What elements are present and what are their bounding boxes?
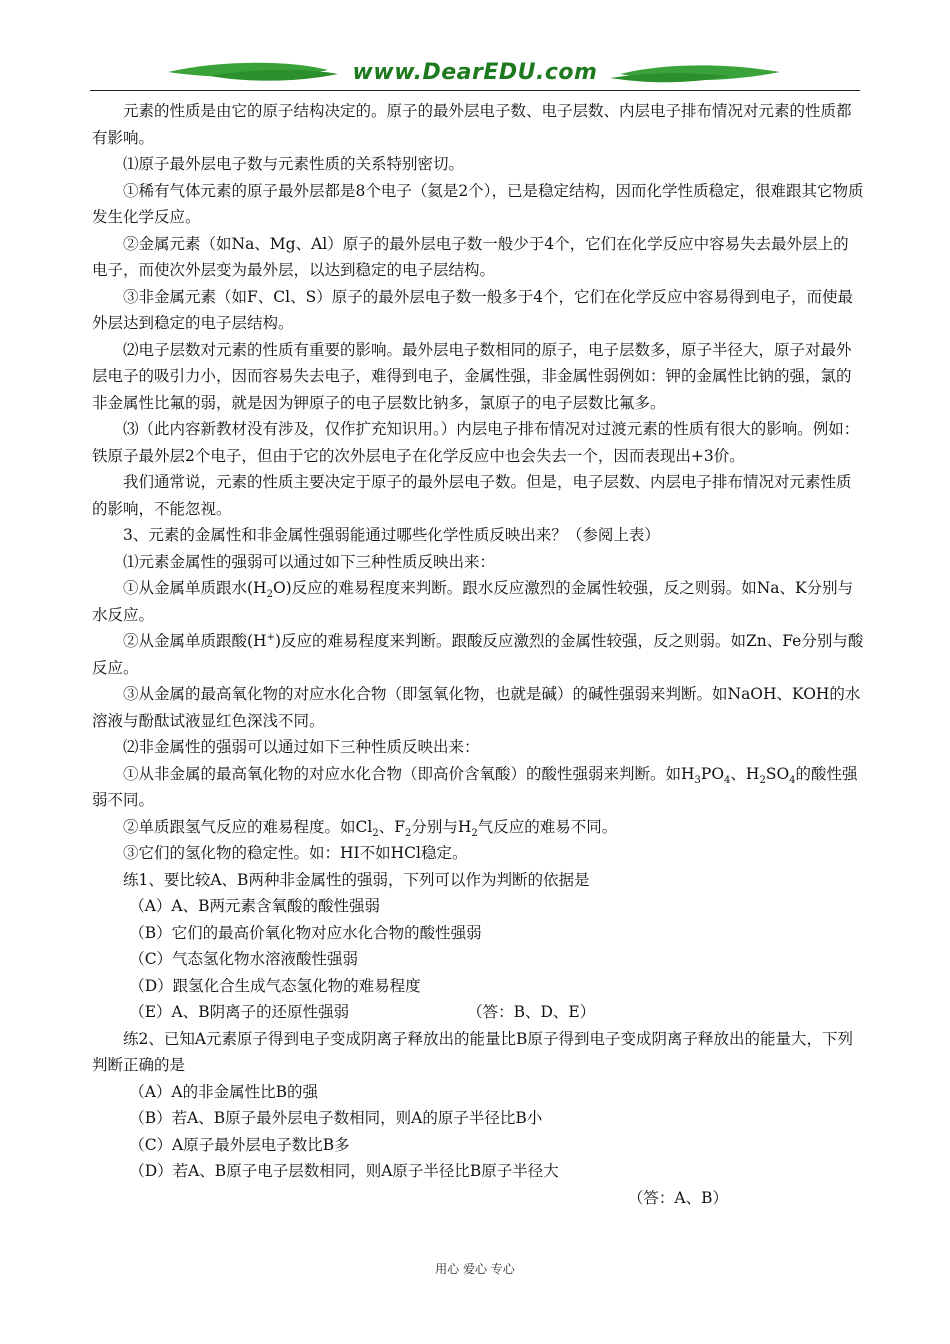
paragraph-hydride-stability: ③它们的氢化物的稳定性。如：HI不如HCl稳定。 bbox=[123, 844, 468, 862]
exercise-1-answer: （答：B、D、E） bbox=[467, 1003, 596, 1021]
paragraph-metallic-intro: ⑴元素金属性的强弱可以通过如下三种性质反映出来： bbox=[123, 552, 496, 571]
paragraph-nonmetallic-intro: ⑵非金属性的强弱可以通过如下三种性质反映出来： bbox=[123, 738, 480, 756]
exercise-1-option-last: （E）A、B阴离子的还原性强弱 （答：B、D、E） bbox=[92, 999, 864, 1026]
paragraph-nonmetal: ③非金属元素（如F、Cl、S）原子的最外层电子数一般多于4个，它们在化学反应中容易得到电子，而使最外层达到稳定的电子层结构。 bbox=[92, 287, 854, 332]
exercise-2-option: （A）A的非金属性比B的强 bbox=[129, 1082, 318, 1101]
exercise-1-option: （D）跟氢化合生成气态氢化物的难易程度 bbox=[129, 976, 421, 995]
section-heading-3: 3、元素的金属性和非金属性强弱能通过哪些化学性质反映出来？（参阅上表） bbox=[123, 526, 660, 544]
header-divider bbox=[90, 90, 860, 91]
paragraph-noble-gas: ①稀有气体元素的原子最外层都是8个电子（氦是2个），已是稳定结构，因而化学性质稳定，很难跟其它物质发生化学反应。 bbox=[92, 181, 864, 226]
exercise-1-option: （B）它们的最高价氧化物对应水化合物的酸性强弱 bbox=[129, 923, 482, 942]
exercise-1-option: （A）A、B两元素含氧酸的酸性强弱 bbox=[129, 897, 380, 915]
exercise-2-option: （D）若A、B原子电子层数相同，则A原子半径比B原子半径大 bbox=[129, 1162, 559, 1180]
paragraph-metal-water: ①从金属单质跟水$(H_2O)$反应的难易程度来判断。跟水反应激烈的金属性较强，反之则弱。如Na、K分别与水反应。 bbox=[92, 579, 854, 624]
exercise-2-option: （B）若A、B原子最外层电子数相同，则A的原子半径比B小 bbox=[129, 1109, 543, 1127]
paragraph-point-3: ⑶（此内容新教材没有涉及，仅作扩充知识用。）内层电子排布情况对过渡元素的性质有很大的影响。例如：铁原子最外层2个电子，但由于它的次外层电子在化学反应中也会失去一个，因而表现出+3价。 bbox=[92, 420, 860, 465]
paragraph-nonmetal-acid: ①从非金属的最高氧化物的对应水化合物（即高价含氧酸）的酸性强弱来判断。如$H_3PO_4$、$H_2SO_4$的酸性强弱不同。 bbox=[92, 764, 858, 809]
document-body bbox=[92, 98, 864, 1211]
paragraph-summary: 我们通常说，元素的性质主要决定于原子的最外层电子数。但是，电子层数、内层电子排布情况对元素性质的影响，不能忽视。 bbox=[92, 473, 852, 518]
paragraph-metal-hydroxide: ③从金属的最高氧化物的对应水化合物（即氢氧化物，也就是碱）的碱性强弱来判断。如NaOH、KOH的水溶液与酚酞试液显红色深浅不同。 bbox=[92, 685, 861, 730]
page-footer: 用心 爱心 专心 bbox=[435, 1262, 515, 1276]
paragraph-intro: 元素的性质是由它的原子结构决定的。原子的最外层电子数、电子层数、内层电子排布情况对元素的性质都有影响。 bbox=[92, 102, 852, 147]
exercise-1-question: 练1、要比较A、B两种非金属性的强弱，下列可以作为判断的依据是 bbox=[123, 870, 590, 889]
paragraph-metal-acid: ②从金属单质跟酸(H+)反应的难易程度来判断。跟酸反应激烈的金属性较强，反之则弱。如Zn、Fe分别与酸反应。 bbox=[92, 631, 864, 677]
exercise-2-option: （C）A原子最外层电子数比B多 bbox=[129, 1135, 350, 1154]
exercise-2-question: 练2、已知A元素原子得到电子变成阴离子释放出的能量比B原子得到电子变成阴离子释放出的能量大，下列判断正确的是 bbox=[92, 1029, 853, 1074]
paragraph-point-1: ⑴原子最外层电子数与元素性质的关系特别密切。 bbox=[123, 155, 465, 173]
exercise-1-option: （C）气态氢化物水溶液酸性强弱 bbox=[129, 950, 359, 968]
paragraph-hydrogen-reaction: ②单质跟氢气反应的难易程度。如$Cl_2$、$F_2$分别与$H_2$气反应的难易不同。 bbox=[123, 817, 618, 839]
exercise-2-answer: （答：A、B） bbox=[627, 1188, 728, 1207]
paragraph-metal: ②金属元素（如Na、Mg、Al）原子的最外层电子数一般少于4个，它们在化学反应中容易失去最外层上的电子，而使次外层变为最外层，以达到稳定的电子层结构。 bbox=[92, 234, 849, 279]
site-logo-text[interactable]: www.DearEDU.com bbox=[352, 60, 598, 85]
paragraph-point-2: ⑵电子层数对元素的性质有重要的影响。最外层电子数相同的原子，电子层数多，原子半径大，原子对最外层电子的吸引力小，因而容易失去电子，难得到电子，金属性强，非金属性弱例如：钾的金属性比钠的强，氯的非金属性比氟的弱，就是因为钾原子的电子层数比钠多，氯原子的电子层数比氟多。 bbox=[92, 340, 852, 412]
